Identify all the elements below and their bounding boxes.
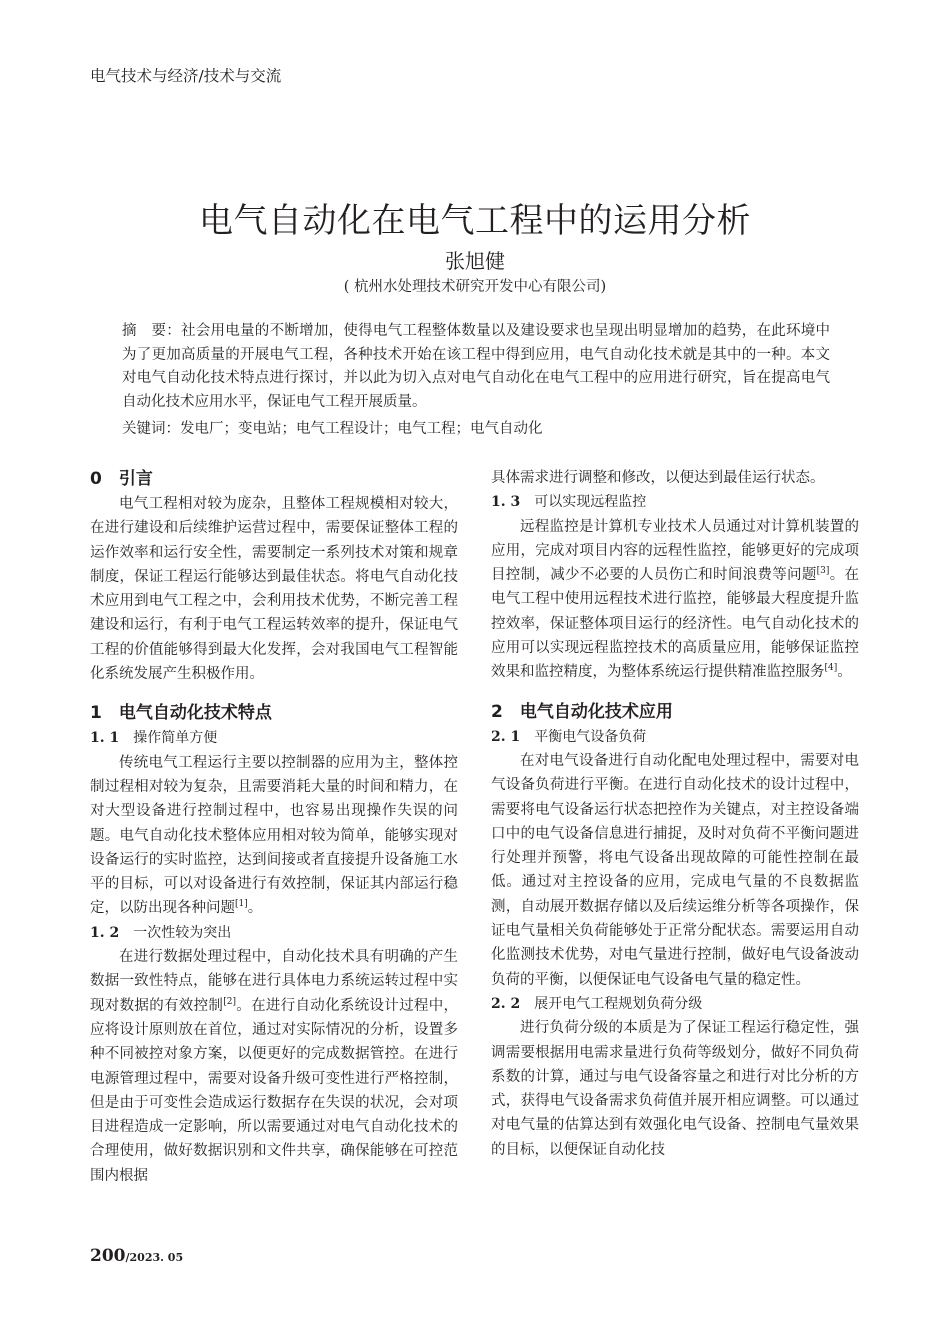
citation-1: [1] [235,899,248,910]
section-1-1-end: 。 [247,900,263,917]
section-2-1-number: 2. 1 [491,728,521,745]
keywords-text: 发电厂；变电站；电气工程设计；电气工程；电气自动化 [180,421,543,437]
section-0-paragraph: 电气工程相对较为庞杂，且整体工程规模相对较大，在进行建设和后续维护运营过程中，需要保证整体工程的运作效率和运行安全性，需要制定一系列技术对策和规章制度，保证工程运行能够达到最佳状态。将电气自动化技术应用到电气工程之中，会利用技术优势，不断完善工程建设和运行，有利于电气工程运转效率的提升，保证电气工程的价值能够得到最大化发挥，会对我国电气工程智能化系统发展产生积极作用。 [90,496,458,683]
section-2-2-number: 2. 2 [491,995,521,1012]
page-number: 200 [90,1246,126,1266]
page-footer [90,1246,183,1266]
section-1-3-heading [491,490,859,514]
section-1-1-text: 传统电气工程运行主要以控制器的应用为主，整体控制过程相对较为复杂，且需要消耗大量的时间和精力，在对大型设备进行控制过程中，也容易出现操作失误的问题。电气自动化技术整体应用相对较为简单，能够实现对设备运行的实时监控，达到间接或者直接提升设备施工水平的目标，可以对设备进行有效控制，保证其内部运行稳定，以防出现各种问题 [90,754,458,917]
section-1-2-text-a: 在进行数据处理过程中，自动化技术具有明确的产生数据一致性特点，能够在进行具体电力系统运转过程中实现对数据的有效控制 [90,949,458,1014]
section-1-2-number: 1. 2 [90,924,120,941]
keywords [122,418,830,442]
section-1-3-paragraph [491,515,859,685]
left-column [90,466,458,1188]
section-1-1-heading [90,726,458,750]
section-2-heading: 2 电气自动化技术应用 [491,701,673,722]
section-1-heading: 1 电气自动化技术特点 [90,703,272,724]
section-2-1-title: 平衡电气设备负荷 [534,728,647,745]
citation-3: [3] [816,566,830,577]
running-head: 电气技术与经济/技术与交流 [90,67,282,85]
section-2-1-paragraph: 在对电气设备进行自动化配电处理过程中，需要对电气设备负荷进行平衡。在进行自动化技术的设计过程中，需要将电气设备运行状态把控作为关键点，对主控设备端口中的电气设备信息进行捕捉，及时对负荷不平衡问题进行处理并预警，将电气设备出现故障的可能性控制在最低。通过对主控设备的应用，完成电气量的不良数据监测，自动展开数据存储以及后续运维分析等各项操作，保证电气量相关负荷能够处于正常分配状态。需要运用自动化监测技术优势，对电气量进行控制，做好电气设备波动负荷的平衡，以便保证电气设备电气量的稳定性。 [491,752,859,988]
section-0-heading: 0 引言 [90,469,153,489]
section-1-2-heading [90,921,458,945]
section-1-2-text-b: 。在进行自动化系统设计过程中，应将设计原则放在首位，通过对实际情况的分析，设置多种不同被控对象方案，以便更好的完成数据管控。在进行电源管理过程中，需要对设备升级可变性进行严格控制，但是由于可变性会造成运行数据存在失误的状况，会对项目进程造成一定影响，所以需要通过对电气自动化技术的合理使用，做好数据识别和文件共享，确保能够在可控范围内根据 [90,997,458,1184]
citation-4: [4] [824,663,838,674]
section-1-3-text-b: 。在电气工程中使用远程技术进行监控，能够最大程度提升监控效率，保证整体项目运行的经济性。电气自动化技术的应用可以实现远程监控技术的高质量应用，能够保证监控效果和监控精度，为整体系统运行提供精准监控服务 [491,567,860,681]
section-1-3-title: 可以实现远程监控 [534,494,647,511]
issue-date: /2023. 05 [125,1251,184,1264]
section-1-3-end: 。 [837,664,852,681]
section-2-1-heading [491,725,859,749]
section-2-2-title: 展开电气工程规划负荷分级 [534,995,703,1012]
section-1-1-paragraph [90,751,458,921]
section-1-3-text-a: 远程监控是计算机专业技术人员通过对计算机装置的应用，完成对项目内容的远程性监控，能够更好的完成项目控制，减少不必要的人员伤亡和时间浪费等问题 [491,518,859,584]
author-name: 张旭健 [445,249,505,273]
author-affiliation: ( 杭州水处理技术研究开发中心有限公司) [343,279,607,295]
abstract [122,320,830,414]
section-1-2-title: 一次性较为突出 [133,924,232,941]
section-1-2-continuation: 具体需求进行调整和修改，以便达到最佳运行状态。 [491,470,825,486]
section-1-1-number: 1. 1 [90,730,120,747]
section-2-2-paragraph: 进行负荷分级的本质是为了保证工程运行稳定性，强调需要根据用电需求量进行负荷等级划分，做好不同负荷系数的计算，通过与电气设备容量之和进行对比分析的方式，获得电气设备需求负荷值并展开相应调整。可以通过对电气量的估算达到有效强化电气设备、控制电气量效果的目标，以便保证自动化技 [491,1020,859,1158]
article-title: 电气自动化在电气工程中的运用分析 [199,200,751,241]
right-column [491,466,859,1162]
section-1-2-paragraph [90,945,458,1188]
keywords-label: 关键词： [122,421,180,437]
section-1-1-title: 操作简单方便 [133,730,218,747]
abstract-label: 摘 要： [122,323,182,339]
section-1-3-number: 1. 3 [491,494,521,511]
citation-2: [2] [223,996,236,1007]
abstract-text: 社会用电量的不断增加，使得电气工程整体数量以及建设要求也呈现出明显增加的趋势，在此环境中为了更加高质量的开展电气工程，各种技术开始在该工程中得到应用，电气自动化技术就是其中的一种。本文对电气自动化技术特点进行探讨，并以此为切入点对电气自动化在电气工程中的应用进行研究，旨在提高电气自动化技术应用水平，保证电气工程开展质量。 [122,323,831,410]
section-2-2-heading [491,992,859,1016]
